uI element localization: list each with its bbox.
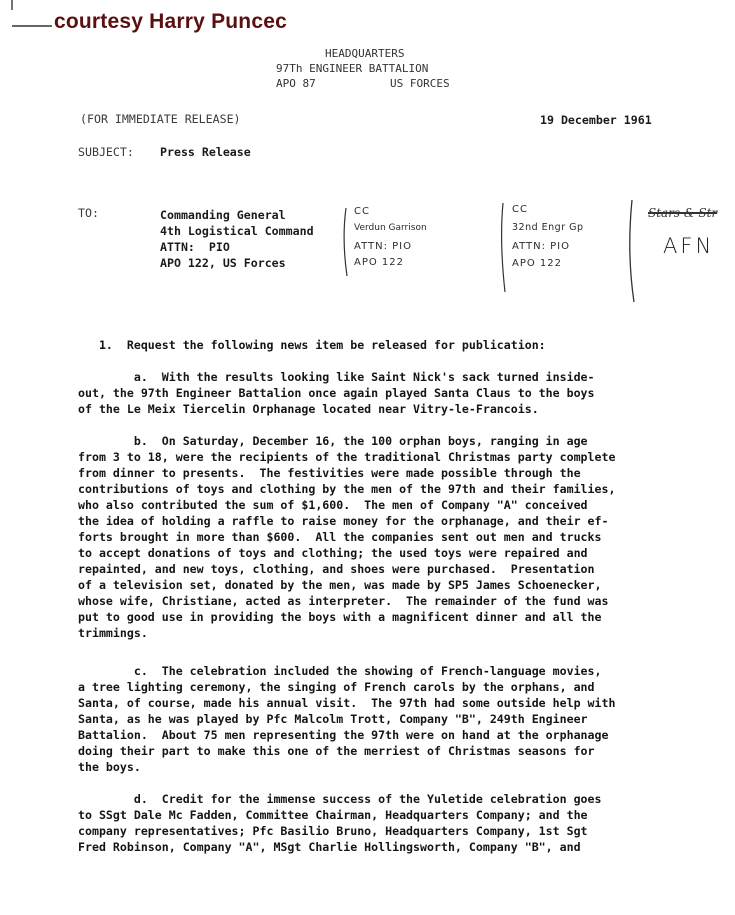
body-line: a tree lighting ceremony, the singing of French carols by the orphans, and <box>78 680 595 694</box>
handwritten-recipient-1: Verdun Garrison <box>354 223 427 233</box>
body-line: d. Credit for the immense success of the Yuletide celebration goes <box>78 792 602 806</box>
handwritten-dividers <box>0 0 735 320</box>
body-line: from 3 to 18, were the recipients of the traditional Christmas party complete <box>78 450 616 464</box>
body-line: Santa, as he was played by Pfc Malcolm Trott, Company "B", 249th Engineer <box>78 712 588 726</box>
body-line: to SSgt Dale Mc Fadden, Committee Chairman, Headquarters Company; and the <box>78 808 588 822</box>
body-line: whose wife, Christiane, acted as interpreter. The remainder of the fund was <box>78 594 609 608</box>
addressee-line: 4th Logistical Command <box>160 224 314 238</box>
subject-label: SUBJECT: <box>78 145 134 159</box>
body-line: the idea of holding a raffle to raise money for the orphanage, and their ef- <box>78 514 609 528</box>
body-line: c. The celebration included the showing of French-language movies, <box>78 664 602 678</box>
document-date: 19 December 1961 <box>540 113 652 127</box>
release-notice: (FOR IMMEDIATE RELEASE) <box>80 112 241 126</box>
handwritten-cc-2: CC <box>512 204 528 215</box>
letterhead-line-3-right: US FORCES <box>390 77 450 90</box>
body-line: who also contributed the sum of $1,600. The men of Company "A" conceived <box>78 498 588 512</box>
handwritten-apo-2: APO 122 <box>512 258 563 269</box>
body-line: the boys. <box>78 760 141 774</box>
body-line: Santa, of course, made his annual visit. The 97th had some outside help with <box>78 696 616 710</box>
addressee-line: ATTN: PIO <box>160 240 230 254</box>
letterhead-line-2: 97Th ENGINEER BATTALION <box>276 62 429 75</box>
body-line: put to good use in providing the boys with a magnificent dinner and all the <box>78 610 602 624</box>
body-line: to accept donations of toys and clothing; the used toys were repaired and <box>78 546 588 560</box>
body-line: from dinner to presents. The festivities were made possible through the <box>78 466 581 480</box>
body-line: Fred Robinson, Company "A", MSgt Charlie Hollingsworth, Company "B", and <box>78 840 581 854</box>
body-line: a. With the results looking like Saint Nick's sack turned inside- <box>78 370 595 384</box>
courtesy-caption: courtesy Harry Puncec <box>54 10 287 33</box>
addressee-line: APO 122, US Forces <box>160 256 286 270</box>
handwritten-recipient-2: 32nd Engr Gp <box>512 222 584 233</box>
body-line: doing their part to make this one of the merriest of Christmas seasons for <box>78 744 595 758</box>
body-line: repainted, and new toys, clothing, and shoes were purchased. Presentation <box>78 562 595 576</box>
body-line: of the Le Meix Tiercelin Orphanage located near Vitry-le-Francois. <box>78 402 539 416</box>
letterhead-line-3-left: APO 87 <box>276 77 316 90</box>
handwritten-cc-1: CC <box>354 206 370 217</box>
body-line: trimmings. <box>78 626 148 640</box>
letterhead-line-1: HEADQUARTERS <box>325 47 405 60</box>
body-line: 1. Request the following news item be released for publication: <box>78 338 546 352</box>
addressee-line: Commanding General <box>160 208 286 222</box>
body-line: out, the 97th Engineer Battalion once again played Santa Claus to the boys <box>78 386 595 400</box>
handwritten-struck-recipient: Stars & Str <box>648 206 718 220</box>
handwritten-attn-1: ATTN: PIO <box>354 241 412 252</box>
handwritten-afn: AFN <box>663 234 715 258</box>
body-line: company representatives; Pfc Basilio Bruno, Headquarters Company, 1st Sgt <box>78 824 588 838</box>
body-line: forts brought in more than $600. All the companies sent out men and trucks <box>78 530 602 544</box>
handwritten-apo-1: APO 122 <box>354 257 405 268</box>
subject-value: Press Release <box>160 145 251 159</box>
body-line: b. On Saturday, December 16, the 100 orphan boys, ranging in age <box>78 434 588 448</box>
body-line: contributions of toys and clothing by the men of the 97th and their families, <box>78 482 616 496</box>
handwritten-attn-2: ATTN: PIO <box>512 241 570 252</box>
to-label: TO: <box>78 206 99 220</box>
body-line: of a television set, donated by the men, was made by SP5 James Schoenecker, <box>78 578 602 592</box>
body-line: Battalion. About 75 men representing the 97th were on hand at the orphanage <box>78 728 609 742</box>
